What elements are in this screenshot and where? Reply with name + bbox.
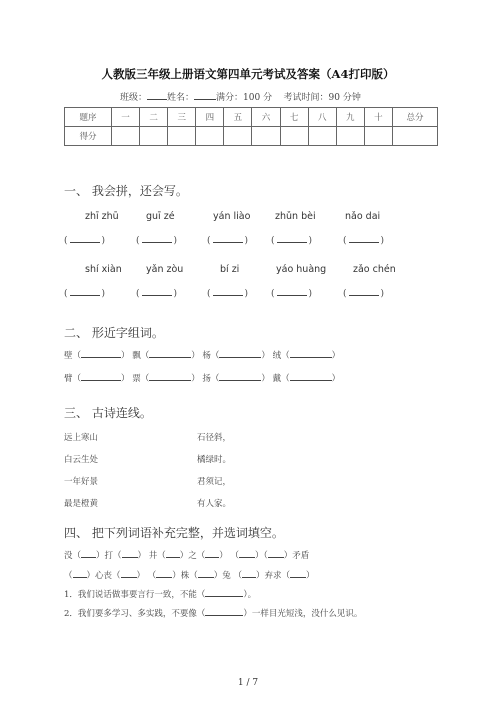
answer-blank[interactable]: ( ) (271, 289, 313, 299)
answer-blank[interactable] (81, 374, 121, 381)
score-input-cell[interactable] (140, 127, 168, 146)
score-cell: 九 (336, 108, 364, 127)
pinyin-item: nǎo dai (345, 211, 381, 222)
answer-blank[interactable] (242, 571, 256, 578)
poem-line-right: 有人家。 (197, 499, 232, 509)
idiom-row: 没（ ）打（ ） 井（ ）之（ ） （ ）（ ）矛盾 (64, 551, 310, 561)
score-input-cell[interactable] (393, 127, 438, 146)
section4-heading: 四、 把下列词语补充完整，并选词填空。 (64, 526, 284, 540)
name-blank (194, 90, 216, 100)
poem-line-left: 远上寒山 (64, 433, 99, 443)
pinyin-item: bí zi (220, 264, 240, 275)
score-input-cell[interactable] (112, 127, 140, 146)
answer-blank[interactable]: ( ) (271, 236, 313, 246)
score-table-score-row (65, 127, 438, 146)
answer-blank[interactable] (156, 571, 172, 578)
answer-blank[interactable]: ( ) (207, 236, 249, 246)
poem-line-left: 白云生处 (64, 455, 99, 465)
score-table (64, 107, 438, 146)
answer-blank[interactable] (290, 351, 332, 358)
answer-blank[interactable] (205, 590, 243, 597)
section3-heading: 三、 古诗连线。 (64, 406, 152, 420)
exam-meta (120, 90, 361, 103)
answer-blank[interactable] (268, 551, 284, 558)
score-input-cell[interactable] (308, 127, 336, 146)
answer-blank[interactable] (122, 551, 138, 558)
pinyin-item: zhǔn bèi (275, 211, 316, 222)
answer-blank[interactable]: ( ) (207, 289, 249, 299)
pinyin-item: yǎn zòu (146, 264, 184, 275)
score-cell: 六 (252, 108, 280, 127)
answer-blank[interactable] (219, 351, 261, 358)
answer-blank[interactable]: ( ) (64, 236, 106, 246)
pinyin-item: yáo huàng (276, 264, 327, 275)
answer-blank[interactable] (219, 374, 261, 381)
answer-blank[interactable] (149, 374, 191, 381)
score-cell: 四 (196, 108, 224, 127)
score-cell: 题序 (65, 108, 112, 127)
score-cell: 八 (308, 108, 336, 127)
score-input-cell[interactable] (224, 127, 252, 146)
answer-blank[interactable] (81, 351, 121, 358)
score-cell: 二 (140, 108, 168, 127)
poem-line-left: 最是橙黄 (64, 499, 99, 509)
answer-blank[interactable]: ( ) (136, 236, 178, 246)
score-input-cell[interactable] (196, 127, 224, 146)
word-group-row: 臂（ ） 票（ ） 扬（ ） 戴（ ） (64, 374, 341, 384)
pinyin-item: shí xiàn (85, 264, 122, 275)
class-label: 班级： (120, 93, 148, 103)
question-2: 2．我们要多学习、多实践，不要像（ ）一样目光短浅，没什么见识。 (64, 609, 363, 619)
score-cell: 一 (112, 108, 140, 127)
poem-line-right: 橘绿时。 (197, 455, 232, 465)
answer-blank[interactable] (149, 351, 191, 358)
pinyin-item: zǎo chén (353, 264, 396, 275)
score-label: 满分：100 分 (216, 93, 273, 103)
answer-blank[interactable]: ( ) (136, 289, 178, 299)
question-1: 1．我们说话做事要言行一致，不能（ ）。 (64, 590, 257, 600)
answer-blank[interactable] (290, 571, 306, 578)
pinyin-item: guī zé (146, 211, 175, 222)
answer-blank[interactable] (121, 571, 137, 578)
score-input-cell[interactable] (252, 127, 280, 146)
score-table-header-row (65, 108, 438, 127)
answer-blank[interactable] (73, 571, 87, 578)
score-input-cell[interactable] (336, 127, 364, 146)
pinyin-item: yán liào (213, 211, 251, 222)
answer-blank[interactable] (81, 551, 96, 558)
answer-blank[interactable]: ( ) (343, 289, 385, 299)
score-row-label: 得分 (65, 127, 112, 146)
score-input-cell[interactable] (280, 127, 308, 146)
time-label: 考试时间：90 分钟 (283, 93, 361, 103)
poem-line-left: 一年好景 (64, 477, 99, 487)
answer-blank[interactable] (290, 374, 332, 381)
answer-blank[interactable] (239, 551, 255, 558)
answer-blank[interactable]: ( ) (64, 289, 106, 299)
score-input-cell[interactable] (364, 127, 392, 146)
poem-line-right: 石径斜， (197, 433, 232, 443)
answer-blank[interactable] (166, 551, 180, 558)
score-cell: 十 (364, 108, 392, 127)
answer-blank[interactable] (205, 551, 219, 558)
score-cell: 七 (280, 108, 308, 127)
name-label: 姓名： (167, 93, 195, 103)
poem-line-right: 君须记， (197, 477, 232, 487)
answer-blank[interactable]: ( ) (343, 236, 385, 246)
document-title: 人教版三年级上册语文第四单元考试及答案（A4打印版） (101, 67, 395, 81)
section2-heading: 二、 形近字组词。 (64, 326, 164, 340)
pinyin-item: zhī zhū (85, 211, 119, 222)
answer-blank[interactable] (198, 571, 214, 578)
score-cell: 五 (224, 108, 252, 127)
score-cell: 三 (168, 108, 196, 127)
page-number: 1 / 7 (237, 678, 259, 688)
section1-heading: 一、 我会拼，还会写。 (64, 184, 188, 198)
score-cell: 总分 (393, 108, 438, 127)
answer-blank[interactable] (205, 609, 243, 616)
word-group-row: 壁（ ） 飘（ ） 杨（ ） 绒（ ） (64, 351, 341, 361)
idiom-row: （ ）心丧（ ） （ ）株（ ）兔 （ ）弃求（ ） (64, 571, 315, 581)
class-blank (147, 90, 167, 100)
score-input-cell[interactable] (168, 127, 196, 146)
